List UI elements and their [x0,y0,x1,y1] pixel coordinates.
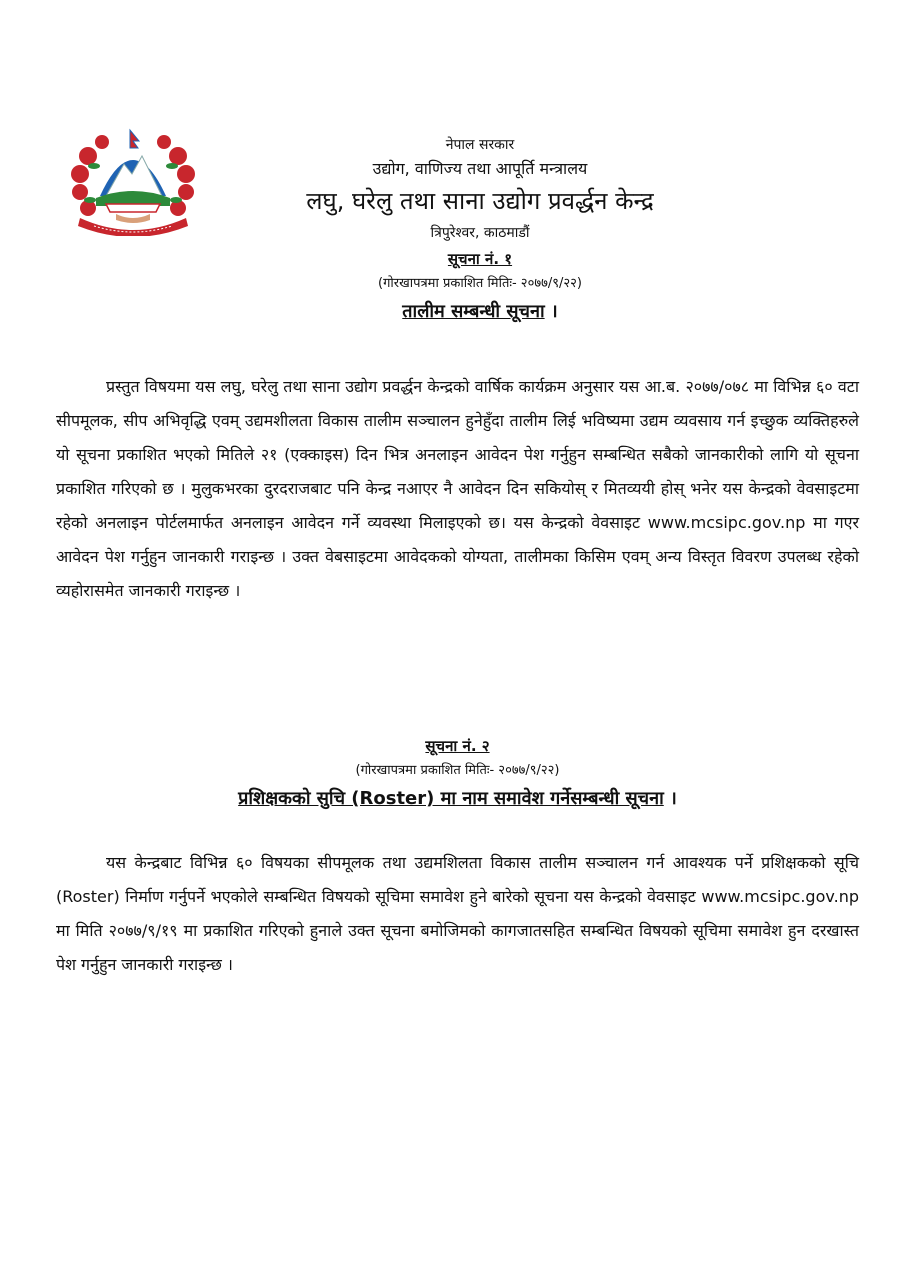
office-name: लघु, घरेलु तथा साना उद्योग प्रवर्द्धन केन्द्र [306,187,654,215]
notice-2-title [0,783,915,815]
notice-1-title [210,296,750,328]
letterhead [210,134,750,328]
nepal-government-emblem-icon [66,126,200,236]
notice-2-number: सूचना नं. २ [425,737,490,755]
notice-1-body: प्रस्तुत विषयमा यस लघु, घरेलु तथा साना उद्योग प्रवर्द्धन केन्द्रको वार्षिक कार्यक्रम अनुसार यस आ.ब. २०७७/०७८ मा विभिन्न ६० वटा सीपमूलक, सीप अभिवृद्धि एवम् उद्यमशीलता विकास तालीम सञ्चालन हुनेहुँदा तालीम लिई भविष्यमा उद्यम व्यवसाय गर्न इच्छुक व्यक्तिहरुले यो सूचना प्रकाशित भएको मितिले २१ (एक्काइस) दिन भित्र अनलाइन आवेदन पेश गर्नुहुन सम्बन्धित सबैको जानकारीको लागि यो सूचना प्रकाशित गरिएको छ । मुलुकभरका दुरदराजबाट पनि केन्द्र नआएर नै आवेदन दिन सकियोस् र मितव्ययी होस् भनेर यस केन्द्रको वेवसाइटमा रहेको अनलाइन पोर्टलमार्फत अनलाइन आवेदन गर्ने व्यवस्था मिलाइएको छ। यस केन्द्रको वेवसाइट www.mcsipc.gov.np मा गएर आवेदन पेश गर्नुहुन जानकारी गराइन्छ । उक्त वेबसाइटमा आवेदकको योग्यता, तालीमका किसिम एवम् अन्य विस्तृत विवरण उपलब्ध रहेको व्यहोरासमेत जानकारी गराइन्छ । [56,377,859,600]
notice-2-header [0,733,915,815]
notice-2-body: यस केन्द्रबाट विभिन्न ६० विषयका सीपमूलक तथा उद्यमशिलता विकास तालीम सञ्चालन गर्न आवश्यक पर्ने प्रशिक्षकको सूचि (Roster) निर्माण गर्नुपर्ने भएकोले सम्बन्धित विषयको सूचिमा समावेश हुने बारेको सूचना यस केन्द्रको वेवसाइट www.mcsipc.gov.np मा मिति २०७७/९/१९ मा प्रकाशित गरिएको हुनाले उक्त सूचना बमोजिमको कागजातसहित सम्बन्धित विषयको सूचिमा समावेश हुन दरखास्त पेश गर्नुहुन जानकारी गराइन्छ । [56,853,859,974]
notice-1-title-text: तालीम सम्बन्धी सूचना [402,301,545,322]
notice-1-number: सूचना नं. १ [447,250,513,268]
notice-2-published-date: (गोरखापत्रमा प्रकाशित मितिः- २०७७/९/२२) [355,763,560,778]
office-address: त्रिपुरेश्वर, काठमाडौं [430,225,530,241]
notice-2-title-text: प्रशिक्षकको सुचि (Roster) मा नाम समावेश गर्नेसम्बन्धी सूचना [238,788,664,809]
ministry-name: उद्योग, वाणिज्य तथा आपूर्ति मन्त्रालय [372,159,588,178]
government-name: नेपाल सरकार [445,137,515,153]
notice-1-title-end: । [550,301,558,322]
notice-1-published-date: (गोरखापत्रमा प्रकाशित मितिः- २०७७/९/२२) [378,276,582,291]
notice-2-title-end: । [670,788,677,809]
